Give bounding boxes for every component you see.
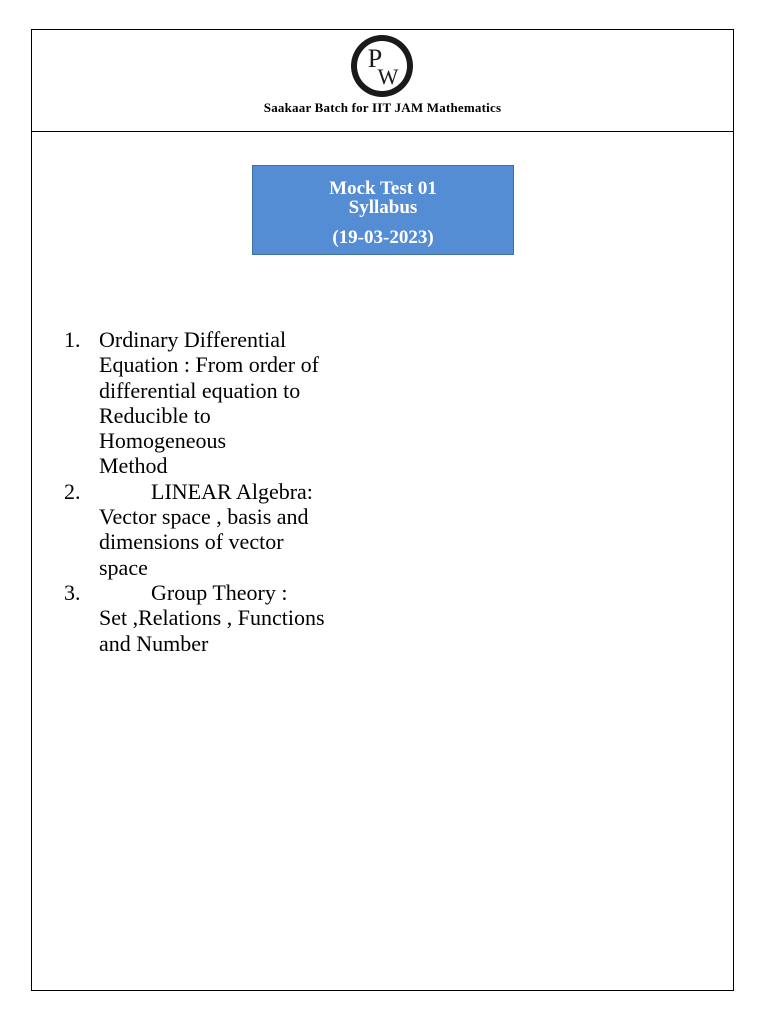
list-item-line: and Number: [99, 630, 209, 656]
batch-title: Saakaar Batch for IIT JAM Mathematics: [263, 100, 502, 115]
list-item-line: space: [99, 554, 148, 580]
list-item: [64, 479, 384, 580]
mock-test-title: Mock Test 01: [329, 178, 437, 199]
test-date: (19-03-2023): [332, 227, 434, 248]
syllabus-list: [64, 327, 384, 656]
list-item-line: [99, 479, 384, 504]
list-item: [64, 580, 384, 656]
header-divider: [31, 131, 734, 132]
list-item-number: 2.: [64, 478, 81, 504]
list-item-heading: Group Theory :: [151, 579, 288, 605]
list-item-line: Homogeneous: [99, 428, 227, 454]
logo-letter-w: W: [377, 64, 399, 89]
pw-logo-icon: [350, 34, 414, 98]
list-item-number: 3.: [64, 579, 81, 605]
mock-test-title-box: [252, 165, 514, 255]
list-item-line: dimensions of vector: [99, 529, 284, 555]
list-item-line: Ordinary Differential: [99, 327, 287, 352]
list-item-number: 1.: [64, 327, 81, 352]
list-item-line: Equation : From order of: [99, 352, 319, 378]
list-item-line: Reducible to: [99, 402, 211, 428]
syllabus-title: Syllabus: [348, 197, 418, 218]
list-item-line: differential equation to: [99, 377, 301, 403]
list-item-line: Vector space , basis and: [99, 504, 309, 530]
list-item-line: Method: [99, 453, 168, 479]
list-item-heading: LINEAR Algebra:: [151, 478, 313, 504]
list-item-line: [99, 580, 384, 605]
list-item-line: Set ,Relations , Functions: [99, 605, 325, 631]
list-item: [64, 327, 384, 479]
logo-letter-p: P: [367, 44, 383, 73]
